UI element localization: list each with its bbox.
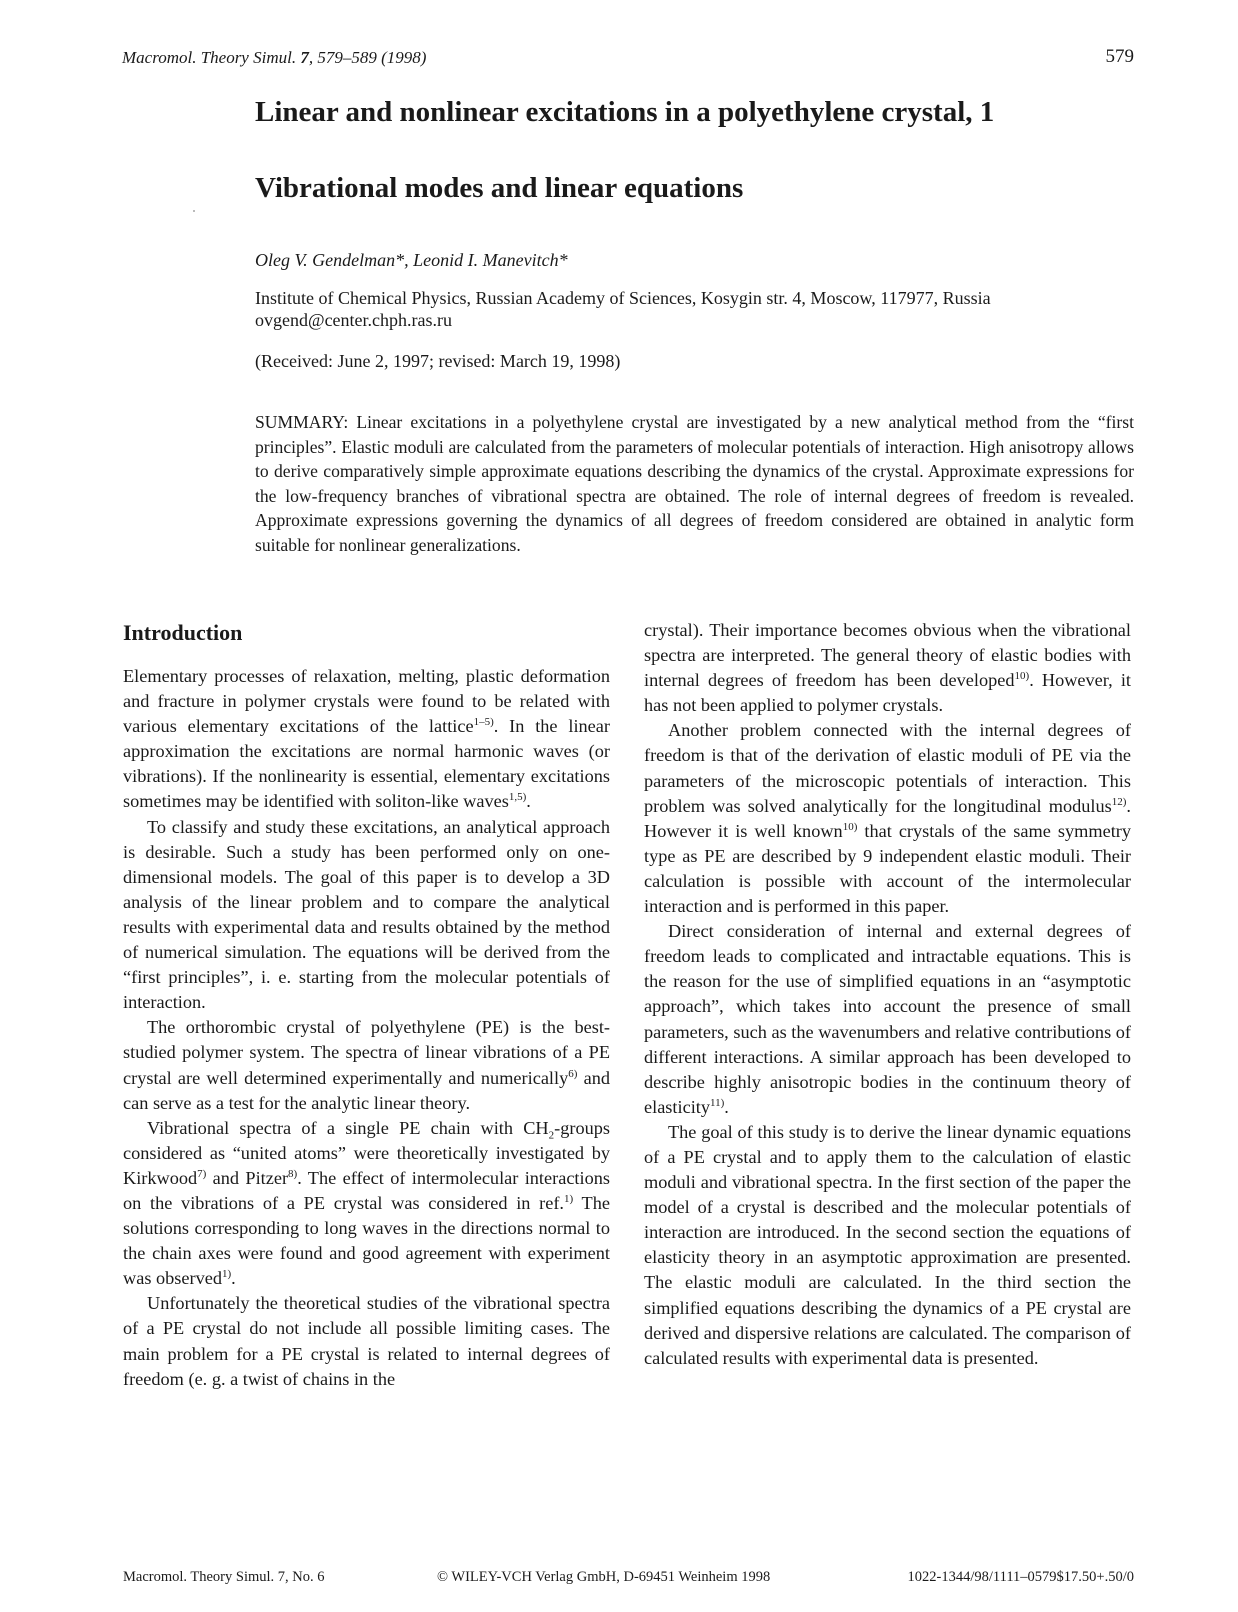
paper-subtitle: Vibrational modes and linear equations (255, 172, 744, 204)
citation: 8) (288, 1167, 298, 1180)
citation: 6) (568, 1067, 578, 1080)
subscript: 2 (548, 1129, 555, 1142)
scan-speck (193, 210, 195, 212)
authors: Oleg V. Gendelman*, Leonid I. Manevitch* (255, 250, 568, 270)
paragraph: Unfortunately the theoretical studies of the vibrational spectra of a PE crystal do not include all possible limiting cases. The main problem for a PE crystal is related to internal degrees of freedom (e. g. a twist of chains in the (123, 1293, 610, 1389)
footer-code: 1022-1344/98/1111–0579$17.50+.50/0 (907, 1569, 1134, 1585)
footer-journal: Macromol. Theory Simul. 7, No. 6 (123, 1569, 325, 1585)
right-column (644, 618, 1131, 1371)
citation: 7) (197, 1167, 207, 1180)
section-heading: Introduction (123, 620, 243, 645)
running-head (122, 48, 426, 68)
paragraph: The goal of this study is to derive the linear dynamic equations of a PE crystal and to apply them to the calculation of elastic moduli and vibrational spectra. In the first section of the paper the model of a crystal is described and the molecular potentials of interaction are introduced. In the second section the equations of elasticity theory in an asymptotic approximation are presented. The elastic moduli are calculated. In the third section the simplified equations describing the dynamics of a PE crystal are derived and dispersive relations are calculated. The comparison of calculated results with experimental data is presented. (644, 1121, 1131, 1368)
paragraph: To classify and study these excitations, an analytical approach is desirable. Such a study has been performed only on one-dimensional models. The goal of this paper is to develop a 3D analysis of the linear problem and to compare the analytical results with experimental data and results obtained by the method of numerical simulation. The equations will be derived from the “first principles”, i. e. starting from the molecular potentials of interaction. (123, 816, 610, 1013)
paper-title: Linear and nonlinear excitations in a polyethylene crystal, 1 (255, 96, 995, 128)
email: ovgend@center.chph.ras.ru (255, 310, 453, 330)
citation: 10) (842, 820, 858, 833)
paragraph: Vibrational spectra of a single PE chain with $CH_2$-groups considered as “united atoms” were theoretically investigated by Kirkwood$^{7)}$ and Pitzer$^{8)}$. The effect of intermolecular interactions on the vibrations of a PE crystal was considered in ref.$^{1)}$ The solutions corresponding to long waves in the directions normal to the chain axes were found and good agreement with experiment was observed$^{1)}$. (123, 1117, 610, 1289)
paragraph: Elementary processes of relaxation, melting, plastic deformation and fracture in polymer crystals were found to be related with various elementary excitations of the lattice$^{1-5)}$. In the linear approximation the excitations are normal harmonic waves (or vibrations). If the nonlinearity is essential, elementary excitations sometimes may be identified with soliton-like waves$^{1,5)}$. (123, 666, 610, 812)
paragraph: Another problem connected with the internal degrees of freedom is that of the derivation of elastic moduli of PE via the parameters of the microscopic potentials of interaction. This problem was solved analytically for the longitudinal modulus$^{12)}$. However it is well known$^{10)}$ that crystals of the same symmetry type as PE are described by 9 independent elastic moduli. Their calculation is possible with account of the intermolecular interaction and is performed in this paper. (644, 720, 1131, 917)
received-dates: (Received: June 2, 1997; revised: March 19, 1998) (255, 351, 621, 371)
affiliation: Institute of Chemical Physics, Russian Academy of Sciences, Kosygin str. 4, Moscow, 117977, Russia (255, 288, 991, 308)
left-column (123, 620, 610, 1392)
summary: SUMMARY: Linear excitations in a polyethylene crystal are investigated by a new analytical method from the “first principles”. Elastic moduli are calculated from the parameters of molecular potentials of interaction. High anisotropy allows to derive comparatively simple approximate equations describing the dynamics of the crystal. Approximate expressions for the low-frequency branches of vibrational spectra are obtained. The role of internal degrees of freedom is revealed. Approximate expressions governing the dynamics of all degrees of freedom considered are obtained in analytic form suitable for nonlinear generalizations. (255, 412, 1134, 555)
paragraph: crystal). Their importance becomes obvious when the vibrational spectra are interpreted. The general theory of elastic bodies with internal degrees of freedom has been developed$^{10)}$. However, it has not been applied to polymer crystals. (644, 620, 1131, 716)
page-number: 579 (1105, 46, 1134, 67)
citation: 1) (222, 1268, 232, 1281)
citation: 1–5) (473, 716, 494, 729)
journal-name: Macromol. Theory Simul. (122, 48, 297, 67)
journal-volume: 7 (300, 48, 309, 67)
paragraph: Direct consideration of internal and external degrees of freedom leads to complicated and intractable equations. This is the reason for the use of simplified equations in an “asymptotic approach”, which takes into account the presence of small parameters, such as the wavenumbers and relative contributions of different interactions. A similar approach has been developed to describe highly anisotropic bodies in the continuum theory of elasticity$^{11)}$. (644, 921, 1131, 1117)
citation: 12) (1111, 795, 1127, 808)
footer-copyright: © WILEY-VCH Verlag GmbH, D-69451 Weinheim 1998 (437, 1569, 771, 1585)
citation: 11) (710, 1096, 725, 1109)
affiliation-block (255, 287, 1155, 331)
citation: 1,5) (508, 791, 527, 804)
citation: 1) (564, 1192, 574, 1205)
paragraph: The orthorombic crystal of polyethylene (PE) is the best-studied polymer system. The spectra of linear vibrations of a PE crystal are well determined experimentally and numerically$^{6)}$ and can serve as a test for the analytic linear theory. (123, 1017, 610, 1113)
citation: 10) (1014, 670, 1030, 683)
journal-pages-year: , 579–589 (1998) (308, 48, 427, 67)
